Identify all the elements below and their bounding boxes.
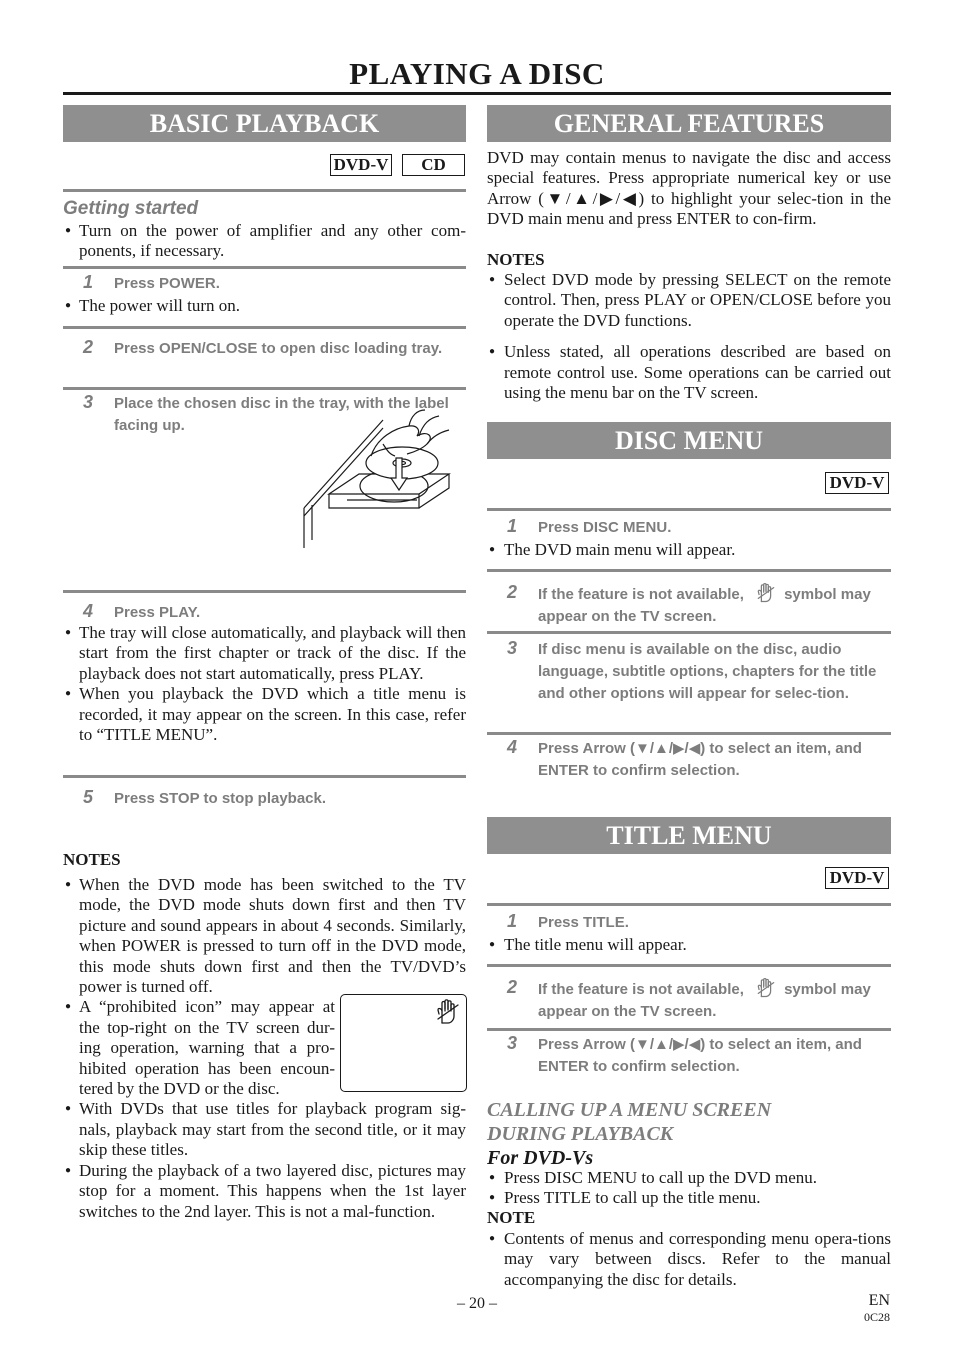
step-text: If the feature is not available, <box>538 981 744 998</box>
divider <box>487 903 891 906</box>
step-text: If the feature is not available, <box>538 586 744 603</box>
cd-badge: CD <box>402 154 465 176</box>
step-number: 2 <box>83 337 94 357</box>
divider <box>63 590 466 593</box>
step-number: 3 <box>507 638 518 658</box>
step-text: Press Arrow (▼/▲/▶/◀) to select an item, and ENTER to confirm selection. <box>538 740 862 779</box>
step-number: 1 <box>507 911 518 931</box>
step-text: Press TITLE. <box>538 914 629 931</box>
divider <box>63 189 466 192</box>
step-number: 3 <box>507 1033 518 1053</box>
step-2 <box>63 338 463 360</box>
general-notes <box>487 270 891 403</box>
model-code: 0C28 <box>863 1310 890 1324</box>
divider <box>63 387 466 390</box>
title-menu-note <box>487 1229 891 1290</box>
notes-heading: NOTES <box>63 850 121 869</box>
dvd-v-badge: DVD-V <box>825 472 889 494</box>
list-item: ● With DVDs that use titles for playback program sig-nals, playback may start from the second title, or it may skip these titles. <box>63 1099 466 1160</box>
list-item: ● During the playback of a two layered disc, pictures may stop for a moment. This happens when the 1st layer switches to the 2nd layer. This is not a mal-function. <box>63 1161 466 1222</box>
step-number: 2 <box>507 582 518 602</box>
step-number: 5 <box>83 787 94 807</box>
disc-menu-heading: DISC MENU <box>487 422 891 459</box>
list-item: ● When you playback the DVD which a title menu is recorded, it may appear on the screen. In this case, refer to “TITLE MENU”. <box>63 684 466 745</box>
list-item: ● A “prohibited icon” may appear at the top-right on the TV screen dur-ing operation, warning that a pro-hibited operation has been encoun-tered by the DVD or the disc. <box>63 997 335 1099</box>
notes-heading: NOTES <box>487 250 545 269</box>
disc-menu-step-1 <box>487 517 891 539</box>
note-heading: NOTE <box>487 1208 536 1227</box>
step-text: Press POWER. <box>114 275 220 292</box>
divider <box>487 631 891 634</box>
step-number: 1 <box>83 272 94 292</box>
heading-line: CALLING UP A MENU SCREEN <box>487 1099 772 1121</box>
prohibited-hand-icon <box>756 978 776 998</box>
tv-screen-illustration <box>340 994 467 1092</box>
step-text: Press OPEN/CLOSE to open disc loading tray. <box>114 340 443 357</box>
step-number: 4 <box>83 601 94 621</box>
step-4 <box>63 602 466 624</box>
step-number: 3 <box>83 392 94 412</box>
prohibited-hand-icon <box>756 583 776 603</box>
step-text: Press DISC MENU. <box>538 519 672 536</box>
step-text: symbol may appear on the TV screen. <box>538 586 871 625</box>
page-number: – 20 – <box>457 1295 497 1312</box>
list-item: ● When the DVD mode has been switched to the TV mode, the DVD mode shuts down first and then TV picture and sound appears in about 4 seconds. Similarly, when POWER is pressed to turn off in the DVD mode, this mode shuts down first and then the TV/DVD’s power is turned off. <box>63 875 466 997</box>
footer-language-code <box>864 1292 890 1326</box>
title-menu-heading: TITLE MENU <box>487 817 891 854</box>
divider <box>63 266 466 269</box>
intro-paragraph: DVD may contain menus to navigate the disc and access special features. Press appropriate numerical key or use Arrow (▼/▲/▶/◀) to highlight your selec-tion in the DVD main menu and press ENTER to con-firm. <box>487 148 891 229</box>
disc-menu-step-1-note <box>487 540 891 560</box>
disc-menu-step-4 <box>487 738 891 782</box>
disc-tray-illustration <box>299 408 469 558</box>
dvd-v-badge: DVD-V <box>825 867 889 889</box>
divider <box>487 569 891 572</box>
list-item: ● Press TITLE to call up the title menu. <box>487 1188 891 1208</box>
intro-note <box>63 221 466 262</box>
step-5 <box>63 788 466 810</box>
getting-started-heading: Getting started <box>63 198 199 219</box>
disc-menu-step-2 <box>487 583 891 628</box>
list-item: ● Select DVD mode by pressing SELECT on the remote control. Then, press PLAY or OPEN/CLOSE before you operate the DVD functions. <box>487 270 891 331</box>
list-item: ● Contents of menus and corresponding menu opera-tions may vary between discs. Refer to the manual accompanying the disc for details. <box>487 1229 891 1290</box>
general-features-intro <box>487 148 891 230</box>
step-1 <box>63 273 466 295</box>
divider <box>487 964 891 967</box>
page-title: PLAYING A DISC <box>349 56 605 91</box>
list-item: ● The tray will close automatically, and playback will then start from the first chapter or track of the disc. If the playback does not start automatically, press PLAY. <box>63 623 466 684</box>
general-features-heading: GENERAL FEATURES <box>487 105 891 142</box>
step-number: 1 <box>507 516 518 536</box>
title-rule <box>63 92 891 95</box>
list-item: ● The power will turn on. <box>63 296 466 316</box>
calling-up-menu-heading <box>487 1098 891 1146</box>
list-item: ● The DVD main menu will appear. <box>487 540 891 560</box>
title-menu-step-1-note <box>487 935 891 955</box>
divider <box>487 1028 891 1031</box>
step-text: Press PLAY. <box>114 604 201 621</box>
list-item: ● Turn on the power of amplifier and any other com-ponents, if necessary. <box>63 221 466 262</box>
dvd-v-badge: DVD-V <box>330 154 392 176</box>
step-number: 2 <box>507 977 518 997</box>
divider <box>63 326 466 329</box>
disc-menu-step-3 <box>487 639 887 705</box>
list-item: ● The title menu will appear. <box>487 935 891 955</box>
step-text: Press STOP to stop playback. <box>114 790 327 807</box>
step-text: Press Arrow (▼/▲/▶/◀) to select an item, and ENTER to confirm selection. <box>538 1036 862 1075</box>
step-number: 4 <box>507 737 518 757</box>
for-dvd-heading: For DVD-Vs <box>487 1147 594 1169</box>
step-text: symbol may appear on the TV screen. <box>538 981 871 1020</box>
basic-playback-heading: BASIC PLAYBACK <box>63 105 466 142</box>
heading-line: DURING PLAYBACK <box>487 1123 674 1145</box>
list-item: ● Unless stated, all operations described are based on remote control use. Some operations can be carried out using the menu bar on the TV screen. <box>487 342 891 403</box>
title-menu-step-1 <box>487 912 891 934</box>
step-text: Place the chosen disc in the tray, with the label facing up. <box>114 395 449 434</box>
calling-up-list <box>487 1168 891 1209</box>
title-menu-step-2 <box>487 978 891 1023</box>
title-menu-step-3 <box>487 1034 891 1078</box>
prohibited-hand-icon <box>436 999 460 1025</box>
divider <box>487 508 891 511</box>
step-text: If disc menu is available on the disc, audio language, subtitle options, chapters for the title and other options will appear for selec-tion. <box>538 641 877 702</box>
list-item: ● Press DISC MENU to call up the DVD menu. <box>487 1168 891 1188</box>
divider <box>63 775 466 778</box>
language: EN <box>868 1292 890 1309</box>
step-4-notes <box>63 623 466 745</box>
divider <box>487 732 891 735</box>
step-1-note <box>63 296 466 316</box>
